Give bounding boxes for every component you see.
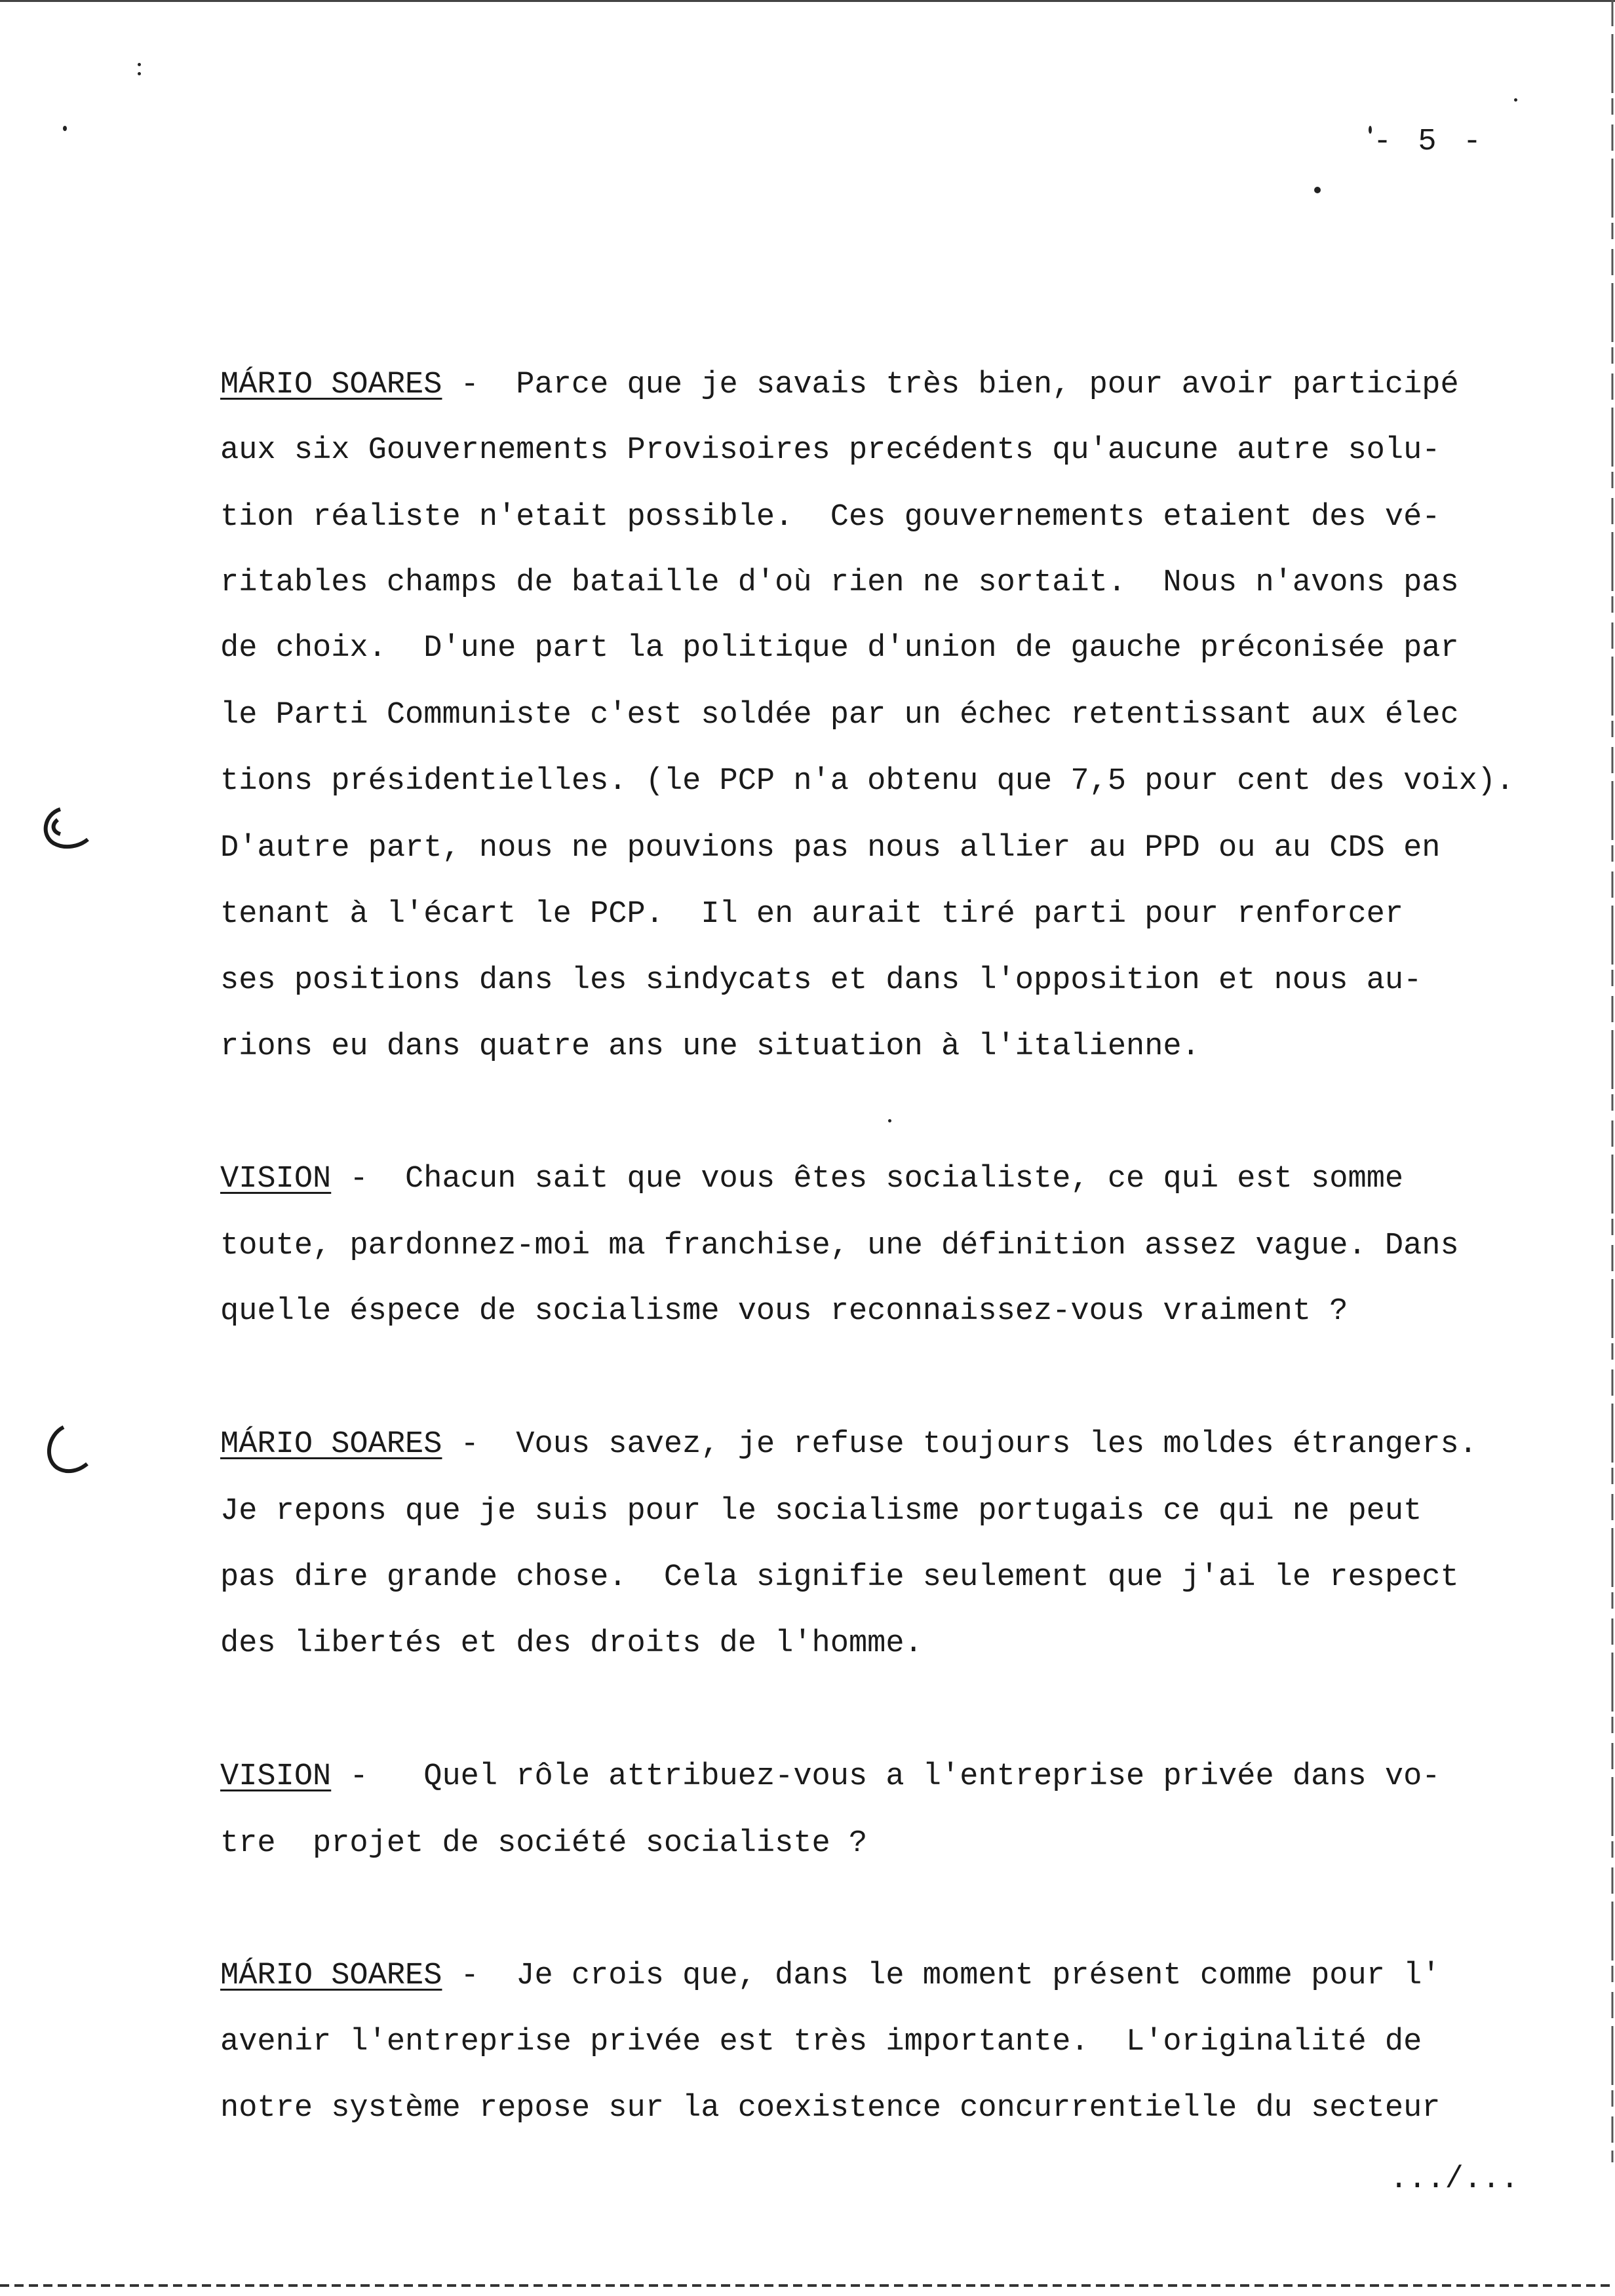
margin-bracket-mark-1 <box>34 803 93 855</box>
speaker-name: MÁRIO SOARES <box>220 368 442 402</box>
dialogue-line: rions eu dans quatre ans une situation à l'italienne. <box>220 1029 1200 1064</box>
top-edge-rule <box>0 0 1615 2</box>
scan-edge-line <box>1610 0 1615 2296</box>
dialogue-line: quelle éspece de socialisme vous reconnaissez-vous vraiment ? <box>220 1294 1348 1329</box>
dialogue-line: tre projet de société socialiste ? <box>220 1826 868 1861</box>
dialogue-line: avenir l'entreprise privée est très importante. L'originalité de <box>220 2025 1422 2059</box>
dialogue-line: toute, pardonnez-moi ma franchise, une définition assez vague. Dans <box>220 1229 1459 1263</box>
dialogue-line: ses positions dans les sindycats et dans l'opposition et nous au- <box>220 963 1422 998</box>
dialogue-line: ritables champs de bataille d'où rien ne sortait. Nous n'avons pas <box>220 565 1459 600</box>
speaker-name: VISION <box>220 1759 332 1794</box>
dialogue-line: Je repons que je suis pour le socialisme portugais ce qui ne peut <box>220 1494 1422 1529</box>
speaker-name: MÁRIO SOARES <box>220 1959 442 1993</box>
speaker-name: MÁRIO SOARES <box>220 1427 442 1462</box>
dialogue-line: aux six Gouvernements Provisoires precédents qu'aucune autre solu- <box>220 433 1441 468</box>
scan-speck <box>138 63 141 66</box>
bottom-edge-rule <box>0 2284 1615 2287</box>
dialogue-line: des libertés et des droits de l'homme. <box>220 1626 923 1661</box>
continuation-mark: .../... <box>1390 2162 1519 2197</box>
dialogue-line: VISION - Quel rôle attribuez-vous a l'entreprise privée dans vo- <box>220 1759 1441 1794</box>
scan-speck <box>888 1119 891 1122</box>
margin-bracket-mark-2 <box>36 1422 95 1481</box>
page-number: - 5 - <box>1373 124 1486 159</box>
scan-speck <box>1514 98 1517 102</box>
dialogue-line: pas dire grande chose. Cela signifie seulement que j'ai le respect <box>220 1560 1459 1595</box>
dialogue-line: tion réaliste n'etait possible. Ces gouvernements etaient des vé- <box>220 500 1441 535</box>
dialogue-line: VISION - Chacun sait que vous êtes socialiste, ce qui est somme <box>220 1162 1404 1196</box>
dialogue-line: de choix. D'une part la politique d'union de gauche préconisée par <box>220 631 1459 666</box>
dialogue-line: tenant à l'écart le PCP. Il en aurait tiré parti pour renforcer <box>220 897 1404 932</box>
dialogue-line: MÁRIO SOARES - Parce que je savais très bien, pour avoir participé <box>220 368 1459 402</box>
dialogue-line: le Parti Communiste c'est soldée par un échec retentissant aux élec <box>220 698 1459 733</box>
scan-speck <box>1314 187 1321 193</box>
dialogue-line: MÁRIO SOARES - Vous savez, je refuse toujours les moldes étrangers. <box>220 1427 1477 1462</box>
speaker-name: VISION <box>220 1162 332 1196</box>
scan-speck <box>1369 126 1372 134</box>
dialogue-line: tions présidentielles. (le PCP n'a obtenu que 7,5 pour cent des voix). <box>220 764 1515 799</box>
dialogue-line: MÁRIO SOARES - Je crois que, dans le moment présent comme pour l' <box>220 1959 1441 1993</box>
dialogue-line: D'autre part, nous ne pouvions pas nous allier au PPD ou au CDS en <box>220 831 1441 866</box>
scan-speck <box>63 126 67 131</box>
scan-speck <box>138 72 141 75</box>
dialogue-line: notre système repose sur la coexistence concurrentielle du secteur <box>220 2091 1441 2126</box>
